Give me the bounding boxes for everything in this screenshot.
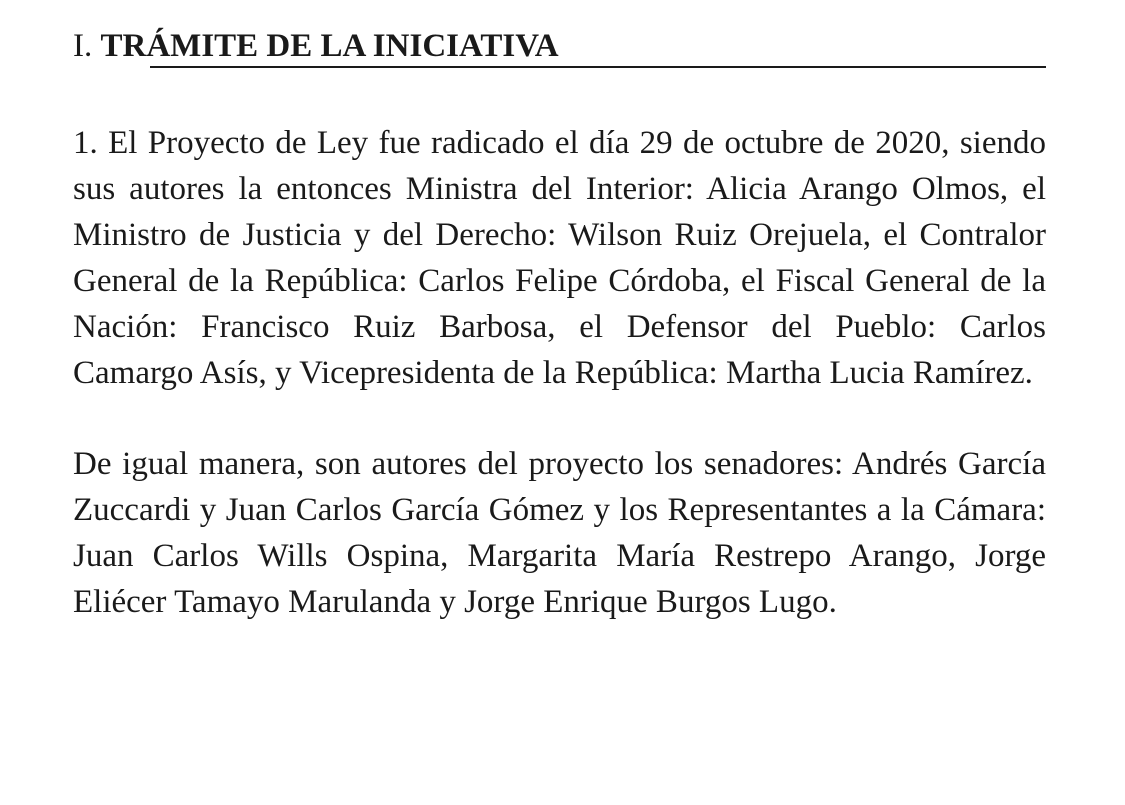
document-page: [73, 22, 1046, 625]
section-number: I.: [73, 28, 93, 64]
paragraph-filing: 1. El Proyecto de Ley fue radicado el día 29 de octubre de 2020, siendo sus autores la entonces Ministra del Interior: Alicia Arango Olmos, el Ministro de Justicia y del Derecho: Wilson Ruiz Orejuela, el Contralor General de la República: Carlos Felipe Córdoba, el Fiscal General de la Nación: Francisco Ruiz Barbosa, el Defensor del Pueblo: Carlos Camargo Asís, y Vicepresidenta de la República: Martha Lucia Ramírez.: [73, 125, 1046, 391]
heading-underline: [150, 66, 1046, 68]
section-title: TRÁMITE DE LA INICIATIVA: [100, 28, 559, 64]
paragraph-authors: De igual manera, son autores del proyecto los senadores: Andrés García Zuccardi y Juan Carlos García Gómez y los Representantes a la Cámara: Juan Carlos Wills Ospina, Margarita María Restrepo Arango, Jorge Eliécer Tamayo Marulanda y Jorge Enrique Burgos Lugo.: [73, 446, 1046, 620]
section-heading: [73, 22, 1046, 70]
